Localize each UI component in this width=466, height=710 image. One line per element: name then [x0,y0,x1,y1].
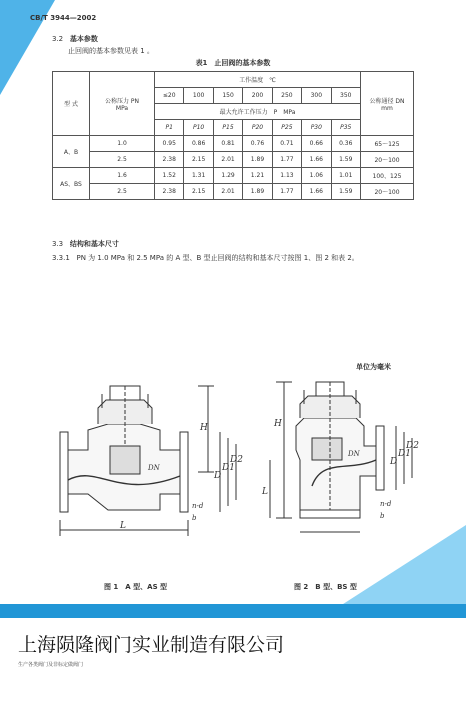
unit-note: 单位为毫米 [356,363,391,371]
figure-1-drawing [48,360,248,560]
fig1-dim-dn: DN [148,464,160,472]
temp-header: 工作温度 ℃ [155,72,361,88]
pressure-symbol-cell: P30 [302,120,331,136]
fig2-dim-d1: D1 [398,449,411,459]
figure-1-caption: 图 1 A 型、AS 型 [104,583,168,591]
section-3-3-number: 3.3 [52,240,64,248]
type-header: 型 式 [53,72,90,136]
table-row [53,152,414,168]
pn-cell: 2.5 [90,152,155,168]
pressure-value-cell: 2.15 [184,184,213,200]
table-body [53,136,414,200]
section-3-3-1-number: 3.3.1 [52,254,70,262]
pressure-symbol-cell: P25 [272,120,301,136]
fig2-dim-d: D [390,457,398,467]
pressure-value-cell: 0.86 [184,136,213,152]
table-row [53,184,414,200]
fig1-dim-h: H [200,423,208,433]
fig2-dim-d2: D2 [406,441,419,451]
fig2-dim-h1: L [262,487,268,497]
type-cell: AS、BS [53,168,90,200]
dn-label: 公称通径 DN [369,97,405,105]
dn-unit: mm [381,104,393,112]
fig1-dim-l: L [120,521,126,531]
pressure-value-cell: 2.38 [155,184,184,200]
max-pressure-header: 最大允许工作压力 P MPa [155,104,361,120]
dn-cell: 65～125 [361,136,414,152]
standard-number: CB/T 3944—2002 [30,14,97,22]
table-row [53,168,414,184]
temp-cell: ≤20 [155,88,184,104]
pressure-value-cell: 1.66 [302,184,331,200]
pressure-value-cell: 2.01 [213,184,242,200]
section-3-2-number: 3.2 [52,35,64,43]
fig2-dim-nd: n-d [380,500,392,508]
fig1-dim-d2: D2 [230,455,243,465]
pressure-value-cell: 2.38 [155,152,184,168]
pressure-value-cell: 0.81 [213,136,242,152]
fig1-dim-d: D [214,471,222,481]
pn-label: 公称压力 PN [104,97,139,105]
temp-cell: 300 [302,88,331,104]
section-3-3-title: 结构和基本尺寸 [69,240,119,248]
section-3-3-1-text: PN 为 1.0 MPa 和 2.5 MPa 的 A 型、B 型止回阀的结构和基本尺寸按图 1、图 2 和表 2。 [76,254,359,262]
pn-unit: MPa [115,104,129,112]
pressure-value-cell: 2.01 [213,152,242,168]
dn-cell: 20～100 [361,152,414,168]
pressure-symbol-cell: P1 [155,120,184,136]
pressure-value-cell: 0.95 [155,136,184,152]
fig2-dim-dn: DN [348,450,360,458]
pressure-value-cell: 1.06 [302,168,331,184]
pressure-value-cell: 0.76 [243,136,272,152]
temp-cell: 350 [331,88,360,104]
table-title: 表1 止回阀的基本参数 [195,59,271,67]
pressure-value-cell: 1.13 [272,168,301,184]
pressure-value-cell: 0.66 [302,136,331,152]
fig2-dim-b: b [380,512,385,520]
pn-cell: 1.0 [90,136,155,152]
section-3-3-1 [52,253,359,263]
figure-2-drawing [256,360,436,560]
type-cell: A、B [53,136,90,168]
pn-cell: 1.6 [90,168,155,184]
pressure-value-cell: 1.01 [331,168,360,184]
dn-header [361,72,414,136]
pn-cell: 2.5 [90,184,155,200]
pressure-symbol-cell: P10 [184,120,213,136]
dn-cell: 100、125 [361,168,414,184]
company-name: 上海陨隆阀门实业制造有限公司 [18,634,285,656]
pn-header [90,72,155,136]
dn-cell: 20～100 [361,184,414,200]
parameter-table [52,71,414,200]
fig1-dim-b: b [192,514,197,522]
temp-cell: 200 [243,88,272,104]
section-3-2-heading [52,34,98,44]
table-row [53,136,414,152]
pressure-value-cell: 1.29 [213,168,242,184]
pressure-symbol-cell: P35 [331,120,360,136]
temp-cell: 100 [184,88,213,104]
pressure-value-cell: 1.21 [243,168,272,184]
pressure-value-cell: 0.36 [331,136,360,152]
pressure-value-cell: 2.15 [184,152,213,168]
pressure-value-cell: 1.89 [243,184,272,200]
temp-cell: 250 [272,88,301,104]
fig2-dim-h: H [274,419,282,429]
pressure-symbol-cell: P20 [243,120,272,136]
pressure-value-cell: 1.59 [331,184,360,200]
company-tagline: 生产各类阀门及非标定做阀门 [18,662,84,668]
temp-cell: 150 [213,88,242,104]
fig1-dim-d1: D1 [222,463,235,473]
pressure-value-cell: 1.66 [302,152,331,168]
figure-2-caption: 图 2 B 型、BS 型 [294,583,357,591]
pressure-value-cell: 1.89 [243,152,272,168]
section-3-2-title: 基本参数 [69,35,98,43]
pressure-value-cell: 1.31 [184,168,213,184]
fig1-dim-nd: n-d [192,502,204,510]
pressure-symbol-cell: P15 [213,120,242,136]
section-3-2-text: 止回阀的基本参数见表 1 。 [68,47,154,55]
pressure-value-cell: 1.77 [272,184,301,200]
pressure-value-cell: 1.59 [331,152,360,168]
pressure-value-cell: 0.71 [272,136,301,152]
pressure-value-cell: 1.77 [272,152,301,168]
section-3-3-heading [52,239,119,249]
pressure-value-cell: 1.52 [155,168,184,184]
footer-band [0,604,466,618]
